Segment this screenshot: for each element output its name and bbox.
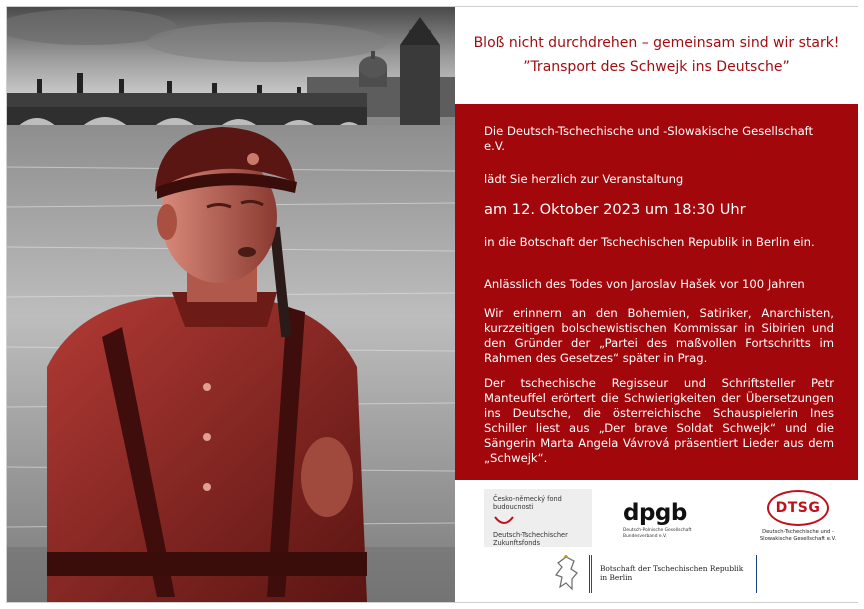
- fund-arc-icon: [493, 515, 515, 527]
- dpgb-name: dpgb: [623, 500, 687, 526]
- zukunftsfonds-logo: [484, 489, 592, 547]
- fund-name-de: Deutsch-Tschechischer Zukunftsfonds: [493, 531, 568, 547]
- event-photo: [7, 7, 455, 602]
- event-date: am 12. Oktober 2023 um 18:30 Uhr: [484, 201, 746, 218]
- invite-text: lädt Sie herzlich zur Veranstaltung: [484, 172, 684, 186]
- venue: in die Botschaft der Tschechischen Republik in Berlin ein.: [484, 235, 815, 249]
- fund-name-cz: Česko-německý fond budoucnosti: [493, 495, 562, 511]
- lion-crest-icon: [552, 555, 580, 593]
- paragraph-hasek: Wir erinnern an den Bohemien, Satiriker, Anarchisten, kurzzeitigen bolschewistischen Kommissar in Sibirien und den Gründer der „Partei des maßvollen Fortschritts im Rahmen des Gesetzes“ später in Prag.: [484, 306, 834, 365]
- slogan: Bloß nicht durchdrehen – gemeinsam sind wir stark!: [473, 35, 840, 51]
- dtsg-subtitle: Deutsch-Tschechische und -Slowakische Gesellschaft e.V.: [759, 529, 837, 542]
- organizer: Die Deutsch-Tschechische und -Slowakische Gesellschaft e.V.: [484, 124, 814, 153]
- occasion: Anlässlich des Todes von Jaroslav Hašek vor 100 Jahren: [484, 277, 805, 291]
- dtsg-logo: [753, 490, 843, 542]
- embassy-name: [600, 564, 743, 583]
- embassy-logo: [552, 551, 762, 597]
- embassy-divider-blue: [589, 555, 590, 593]
- embassy-line1: Botschaft der Tschechischen Republik: [600, 564, 744, 573]
- header: [455, 7, 858, 104]
- event-title: ”Transport des Schwejk ins Deutsche”: [523, 59, 790, 75]
- dtsg-name: DTSG: [775, 500, 821, 516]
- invitation-panel: [455, 104, 858, 480]
- dtsg-emblem: [767, 490, 829, 526]
- sponsor-logos: [455, 480, 858, 602]
- embassy-line2: in Berlin: [600, 573, 633, 583]
- embassy-edge-line: [756, 555, 757, 593]
- dpgb-subtitle: Deutsch-Polnische Gesellschaft Bundesverband e.V.: [623, 528, 692, 539]
- paragraph-program: Der tschechische Regisseur und Schriftsteller Petr Manteuffel erörtert die Schwierigkeiten der Übersetzungen ins Deutsche, die österreichische Schauspielerin Ines Schiller liest aus „Der brave Soldat Schwejk“ und die Sängerin Marta Angela Vávrová präsentiert Lieder aus dem „Schwejk“.: [484, 376, 834, 465]
- embassy-divider-red: [591, 555, 592, 593]
- dpgb-logo: [623, 500, 693, 539]
